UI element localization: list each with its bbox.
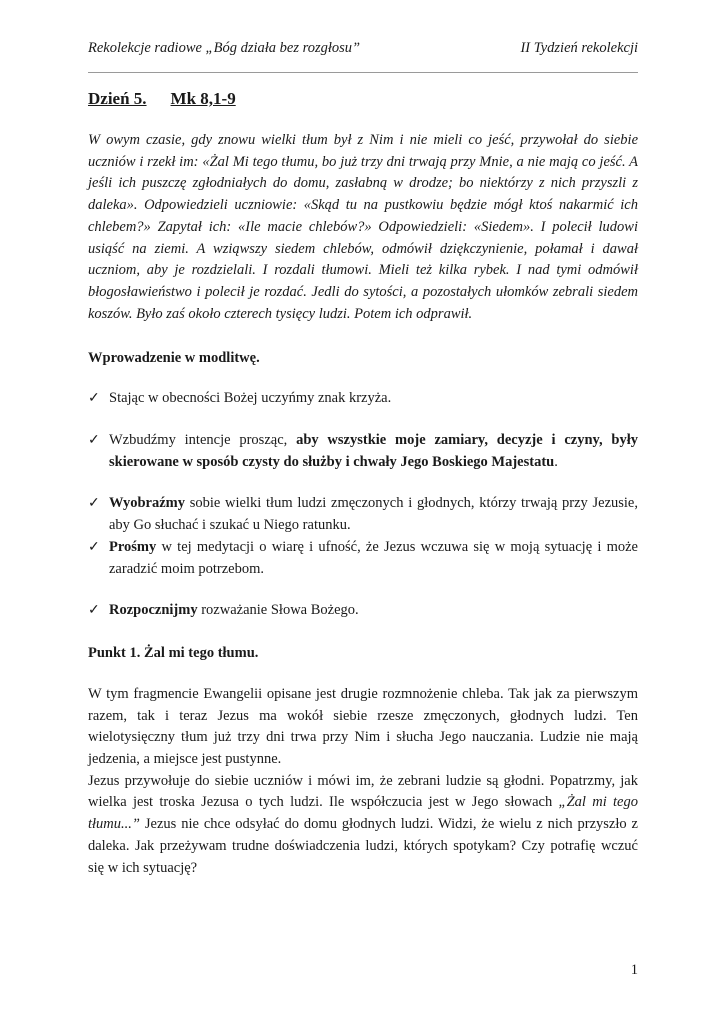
prayer-step-text: sobie wielki tłum ludzi zmęczonych i głodnych, którzy trwają przy Jezusie, aby Go słuchać i szukać u Niego ratunku.: [109, 495, 638, 534]
checkmark-icon: ✓: [88, 603, 100, 619]
gospel-passage: W owym czasie, gdy znowu wielki tłum był z Nim i nie mieli co jeść, przywołał do siebie uczniów i rzekł im: «Żal Mi tego tłumu, bo już trzy dni trwają przy Mnie, a nie mają co jeść. A jeśli ich puszczę zgłodniałych do domu, zasłabną w drodze; bo niektórzy z nich przyszli z daleka». Odpowiedzieli uczniowie: «Skąd tu na pustkowiu będzie mógł ktoś nakarmić ich chlebem?» Zapytał ich: «Ile macie chlebów?» Odpowiedzieli: «Siedem». I polecił ludowi usiąść na ziemi. A wziąwszy siedem chlebów, odmówił dziękczynienie, połamał i dawał uczniom, aby je rozdzielali. I rozdali tłumowi. Mieli też kilka rybek. I nad tymi odmówił błogosławieństwo i polecił je rozdać. Jedli do sytości, a pozostałych ułomków zebrali siedem koszów. Było zaś około czterech tysięcy ludzi. Potem ich odprawił.: [88, 132, 638, 322]
prayer-step: [88, 493, 638, 536]
day-label: Dzień 5.: [88, 89, 147, 108]
header-week-label: II Tydzień rekolekcji: [520, 40, 638, 56]
prayer-step: [88, 388, 638, 410]
page-content: [88, 86, 638, 879]
day-heading: [88, 86, 638, 112]
gospel-reference: Mk 8,1-9: [170, 89, 236, 108]
quoted-words: „Żal mi tego tłumu...”: [88, 794, 638, 833]
prayer-step-text: rozważanie Słowa Bożego.: [197, 602, 359, 619]
prayer-steps-list: [88, 388, 638, 622]
prayer-step: [88, 537, 638, 580]
prayer-step-text: Stając w obecności Bożej uczyńmy znak krzyża.: [109, 390, 392, 407]
header-divider: [88, 72, 638, 73]
point-paragraph: W tym fragmencie Ewangelii opisane jest drugie rozmnożenie chleba. Tak jak za pierwszym razem, tak i teraz Jezus ma wokół siebie rzesze zmęczonych, głodnych ludzi. Ten wielotysięczny tłum już trzy dni trwa przy Nim i słucha Jego nauczania. Ludzie nie mają jedzenia, a miejsce jest pustynne.: [88, 685, 638, 768]
checkmark-icon: ✓: [88, 496, 100, 512]
point-paragraph: [88, 771, 638, 880]
prayer-step-text-end: .: [554, 453, 558, 470]
checkmark-icon: ✓: [88, 391, 100, 407]
page-number: 1: [630, 962, 638, 978]
checkmark-icon: ✓: [88, 433, 100, 449]
prayer-step-emphasis: aby wszystkie moje zamiary, decyzje i czyny, były skierowane w sposób czysty do służby i chwały Jego Boskiego Majestatu: [109, 432, 638, 470]
intro-heading: Wprowadzenie w modlitwę.: [88, 350, 260, 367]
prayer-step-text: Wzbudźmy intencje prosząc,: [109, 432, 297, 449]
prayer-step-text: w tej medytacji o wiarę i ufność, że Jezus wczuwa się w moją sytuację i może zaradzić moim potrzebom.: [109, 538, 638, 577]
prayer-step-emphasis: Prośmy: [109, 538, 157, 555]
checkmark-icon: ✓: [88, 539, 100, 555]
prayer-step-emphasis: Rozpocznijmy: [109, 602, 198, 619]
prayer-step: [88, 600, 638, 622]
prayer-step: [88, 430, 638, 473]
paragraph-text: Jezus przywołuje do siebie uczniów i mówi im, że zebrani ludzie są głodni. Popatrzmy, jak wielka jest troska Jezusa o tych ludzi. Ile współczucia jest w Jego słowach: [88, 772, 638, 811]
paragraph-text-end: Jezus nie chce odsyłać do domu głodnych ludzi. Widzi, że wielu z nich przyszło z daleka. Jak przeżywam trudne doświadczenia ludzi, których spotykam? Czy potrafię wczuć się w ich sytuację?: [88, 816, 638, 876]
page-header: [88, 40, 638, 57]
point-heading: Punkt 1. Żal mi tego tłumu.: [88, 644, 259, 661]
header-retreat-title: Rekolekcje radiowe „Bóg działa bez rozgłosu”: [88, 40, 361, 56]
prayer-step-emphasis: Wyobraźmy: [109, 495, 185, 512]
